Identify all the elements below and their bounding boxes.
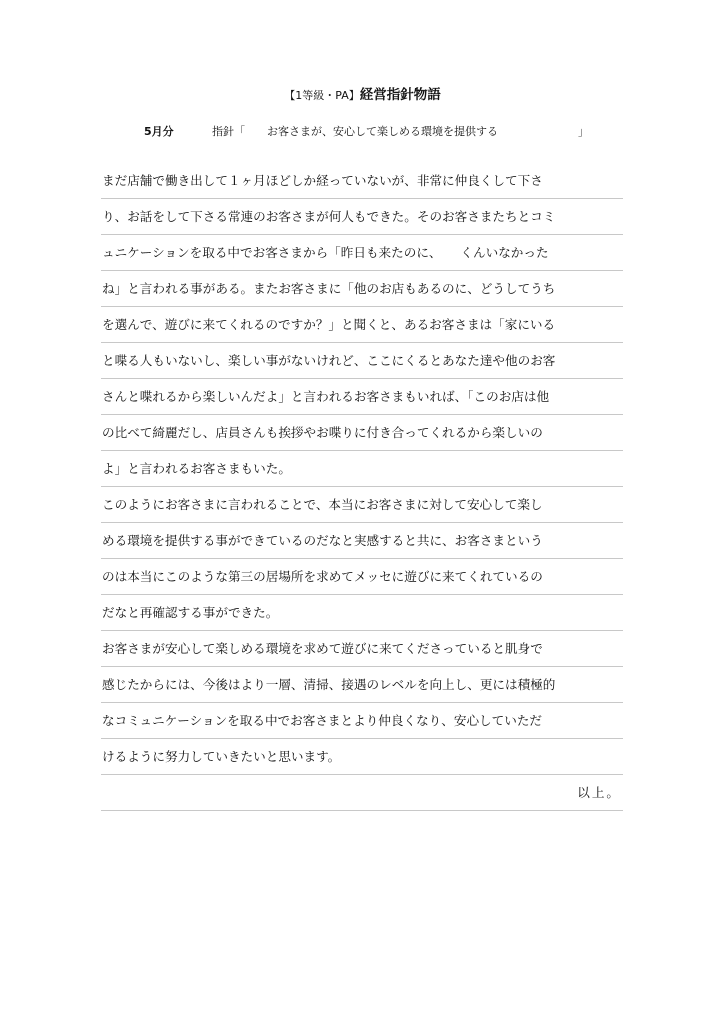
essay-line: のは本当にこのような第三の居場所を求めてメッセに遊びに来てくれているの <box>101 559 623 595</box>
essay-line: り、お話をして下さる常連のお客さまが何人もできた。そのお客さまたちとコミ <box>101 199 623 235</box>
title-prefix: 【1等級・PA】 <box>284 89 360 102</box>
essay-line: このようにお客さまに言われることで、本当にお客さまに対して安心して楽し <box>101 487 623 523</box>
essay-body <box>101 163 623 811</box>
essay-line: を選んで、遊びに来てくれるのですか？」と聞くと、あるお客さまは「家にいる <box>101 307 623 343</box>
essay-line: の比べて綺麗だし、店員さんも挨拶やお喋りに付き合ってくれるから楽しいの <box>101 415 623 451</box>
essay-line: よ」と言われるお客さまもいた。 <box>101 451 623 487</box>
essay-line: だなと再確認する事ができた。 <box>101 595 623 631</box>
essay-line: ね」と言われる事がある。またお客さまに「他のお店もあるのに、どうしてうち <box>101 271 623 307</box>
policy-subheader <box>0 123 725 141</box>
closing-text: 以上。 <box>577 785 621 800</box>
essay-line: ュニケーションを取る中でお客さまから「昨日も来たのに、 くんいなかった <box>101 235 623 271</box>
closing-line <box>101 775 623 811</box>
policy-text: お客さまが、安心して楽しめる環境を提供する <box>267 125 498 138</box>
essay-line: なコミュニケーションを取る中でお客さまとより仲良くなり、安心していただ <box>101 703 623 739</box>
policy-label: 指針「 <box>212 125 245 138</box>
month-label: 5月分 <box>144 125 174 138</box>
essay-line: める環境を提供する事ができているのだなと実感すると共に、お客さまという <box>101 523 623 559</box>
essay-line: まだ店舗で働き出して１ヶ月ほどしか経っていないが、非常に仲良くして下さ <box>101 163 623 199</box>
essay-line: 感じたからには、今後はより一層、清掃、接遇のレベルを向上し、更には積極的 <box>101 667 623 703</box>
essay-line: と喋る人もいないし、楽しい事がないけれど、ここにくるとあなた達や他のお客 <box>101 343 623 379</box>
essay-line: けるように努力していきたいと思います。 <box>101 739 623 775</box>
page-title <box>0 86 725 105</box>
policy-close-quote: 」 <box>578 125 589 138</box>
essay-line: お客さまが安心して楽しめる環境を求めて遊びに来てくださっていると肌身で <box>101 631 623 667</box>
essay-line: さんと喋れるから楽しいんだよ」と言われるお客さまもいれば、「このお店は他 <box>101 379 623 415</box>
title-main: 経営指針物語 <box>359 87 441 103</box>
